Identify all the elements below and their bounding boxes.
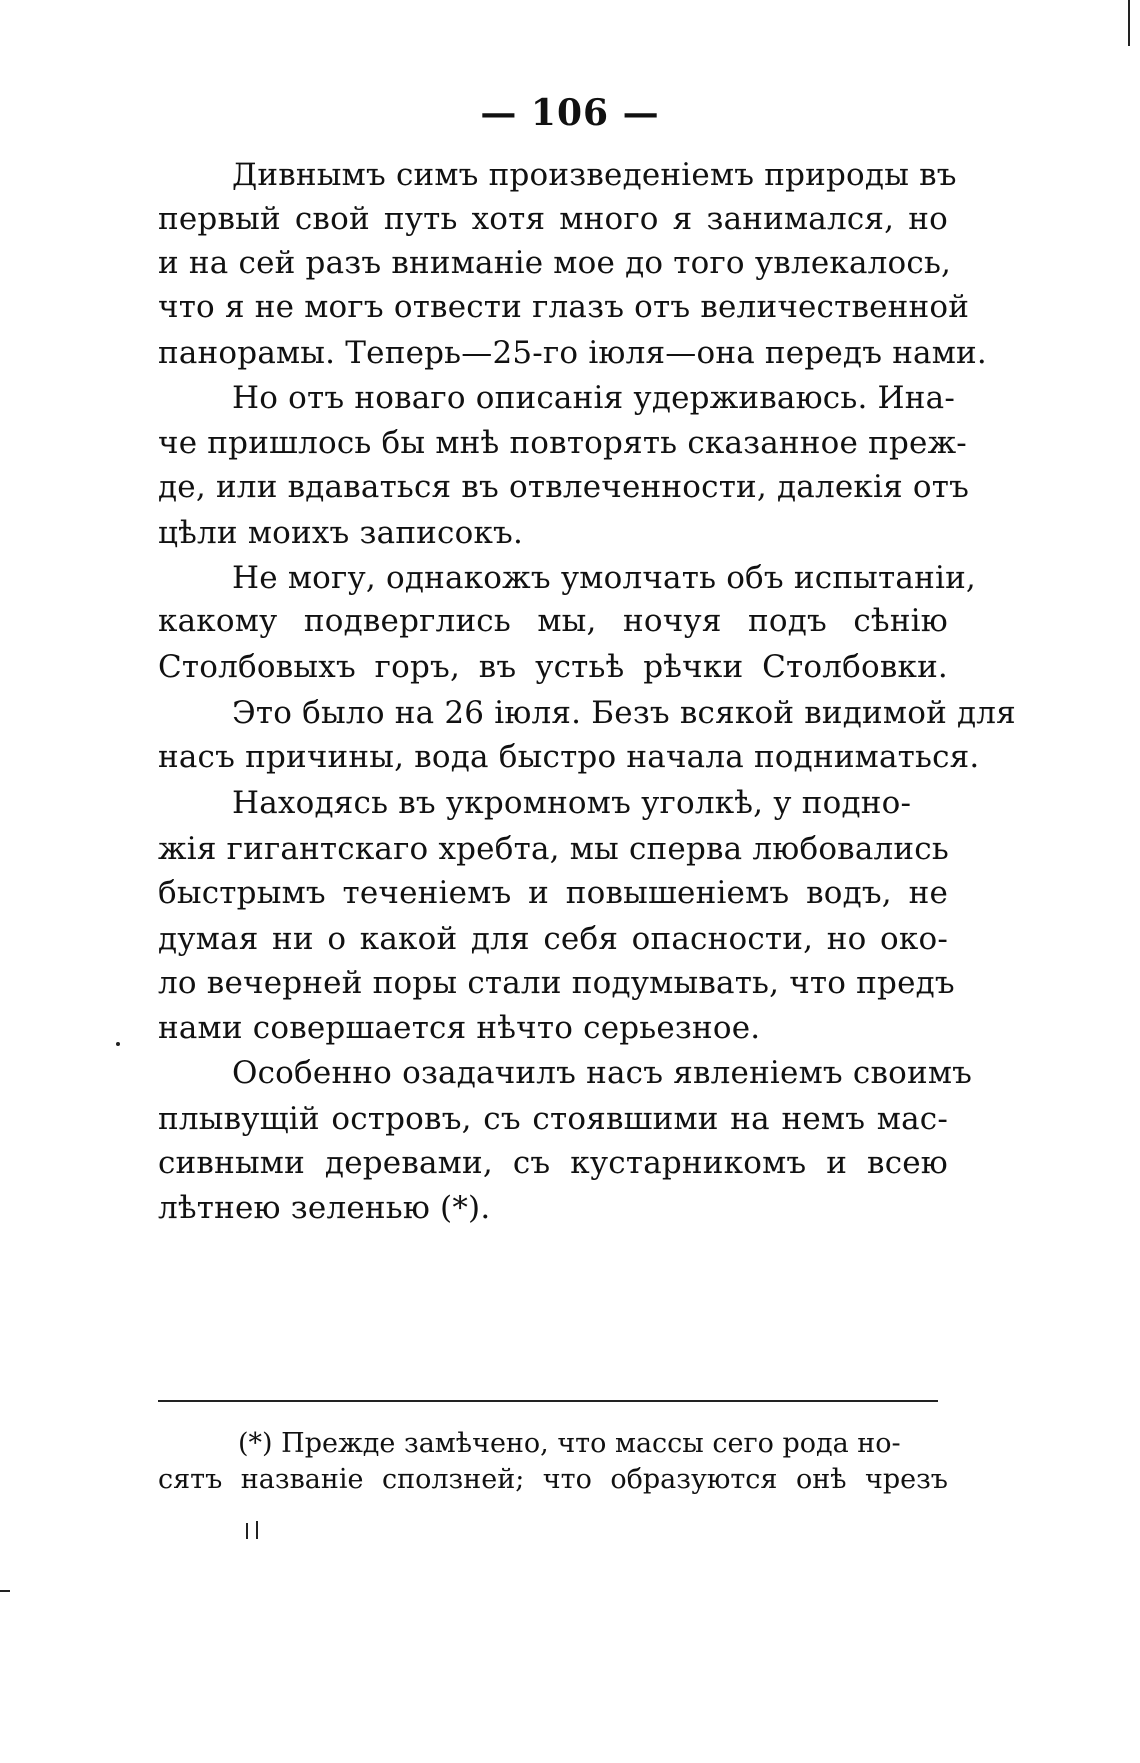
text-line: плывущій островъ, съ стоявшими на немъ мас- [158,1101,948,1137]
text-line: Особенно озадачилъ насъ явленіемъ своимъ [232,1055,973,1091]
text-line: первый свой путь хотя много я занимался, но [158,201,948,237]
scan-speck [246,1523,248,1539]
text-line: и на сей разъ вниманіе мое до того увлекалось, [158,245,952,281]
footnote-separator [158,1400,938,1402]
text-line: панорамы. Теперь—25-го іюля—она передъ нами. [158,335,987,371]
scan-speck [256,1521,258,1539]
page-number: — 106 — [480,92,660,134]
text-line: цѣли моихъ записокъ. [158,515,524,551]
text-line: насъ причины, вода быстро начала подниматься. [158,739,980,775]
text-line: какому подверглись мы, ночуя подъ сѣнію [158,603,948,639]
text-line: Столбовыхъ горъ, въ устьѣ рѣчки Столбовки. [158,649,948,685]
text-line: лѣтнею зеленью (*). [158,1190,491,1226]
text-line: Дивнымъ симъ произведеніемъ природы въ [232,157,957,193]
text-line: быстрымъ теченіемъ и повышеніемъ водъ, не [158,875,948,911]
text-line: че пришлось бы мнѣ повторять сказанное преж- [158,425,967,461]
text-line: ло вечерней поры стали подумывать, что предъ [158,965,955,1001]
footnote-line: сятъ названіе сползней; что образуются онѣ чрезъ [158,1464,948,1495]
text-line: что я не могъ отвести глазъ отъ величественной [158,289,970,325]
footnote-line: (*) Прежде замѣчено, что массы сего рода но- [238,1428,901,1459]
text-line: жія гигантскаго хребта, мы сперва любовались [158,831,949,867]
text-line: нами совершается нѣчто серьезное. [158,1010,761,1046]
text-line: Не могу, однакожъ умолчать объ испытаніи, [232,560,976,596]
text-line: де, или вдаваться въ отвлеченности, далекія отъ [158,469,970,505]
text-line: сивными деревами, съ кустарникомъ и всею [158,1145,948,1181]
text-line: думая ни о какой для себя опасности, но око- [158,921,948,957]
scan-edge-mark [0,1590,10,1592]
scan-edge-mark [1128,0,1130,46]
text-line: Это было на 26 іюля. Безъ всякой видимой для [232,695,1016,731]
text-line: Находясь въ укромномъ уголкѣ, у подно- [232,785,912,821]
text-line: Но отъ новаго описанія удерживаюсь. Ина- [232,380,955,416]
scan-speck [116,1042,120,1046]
